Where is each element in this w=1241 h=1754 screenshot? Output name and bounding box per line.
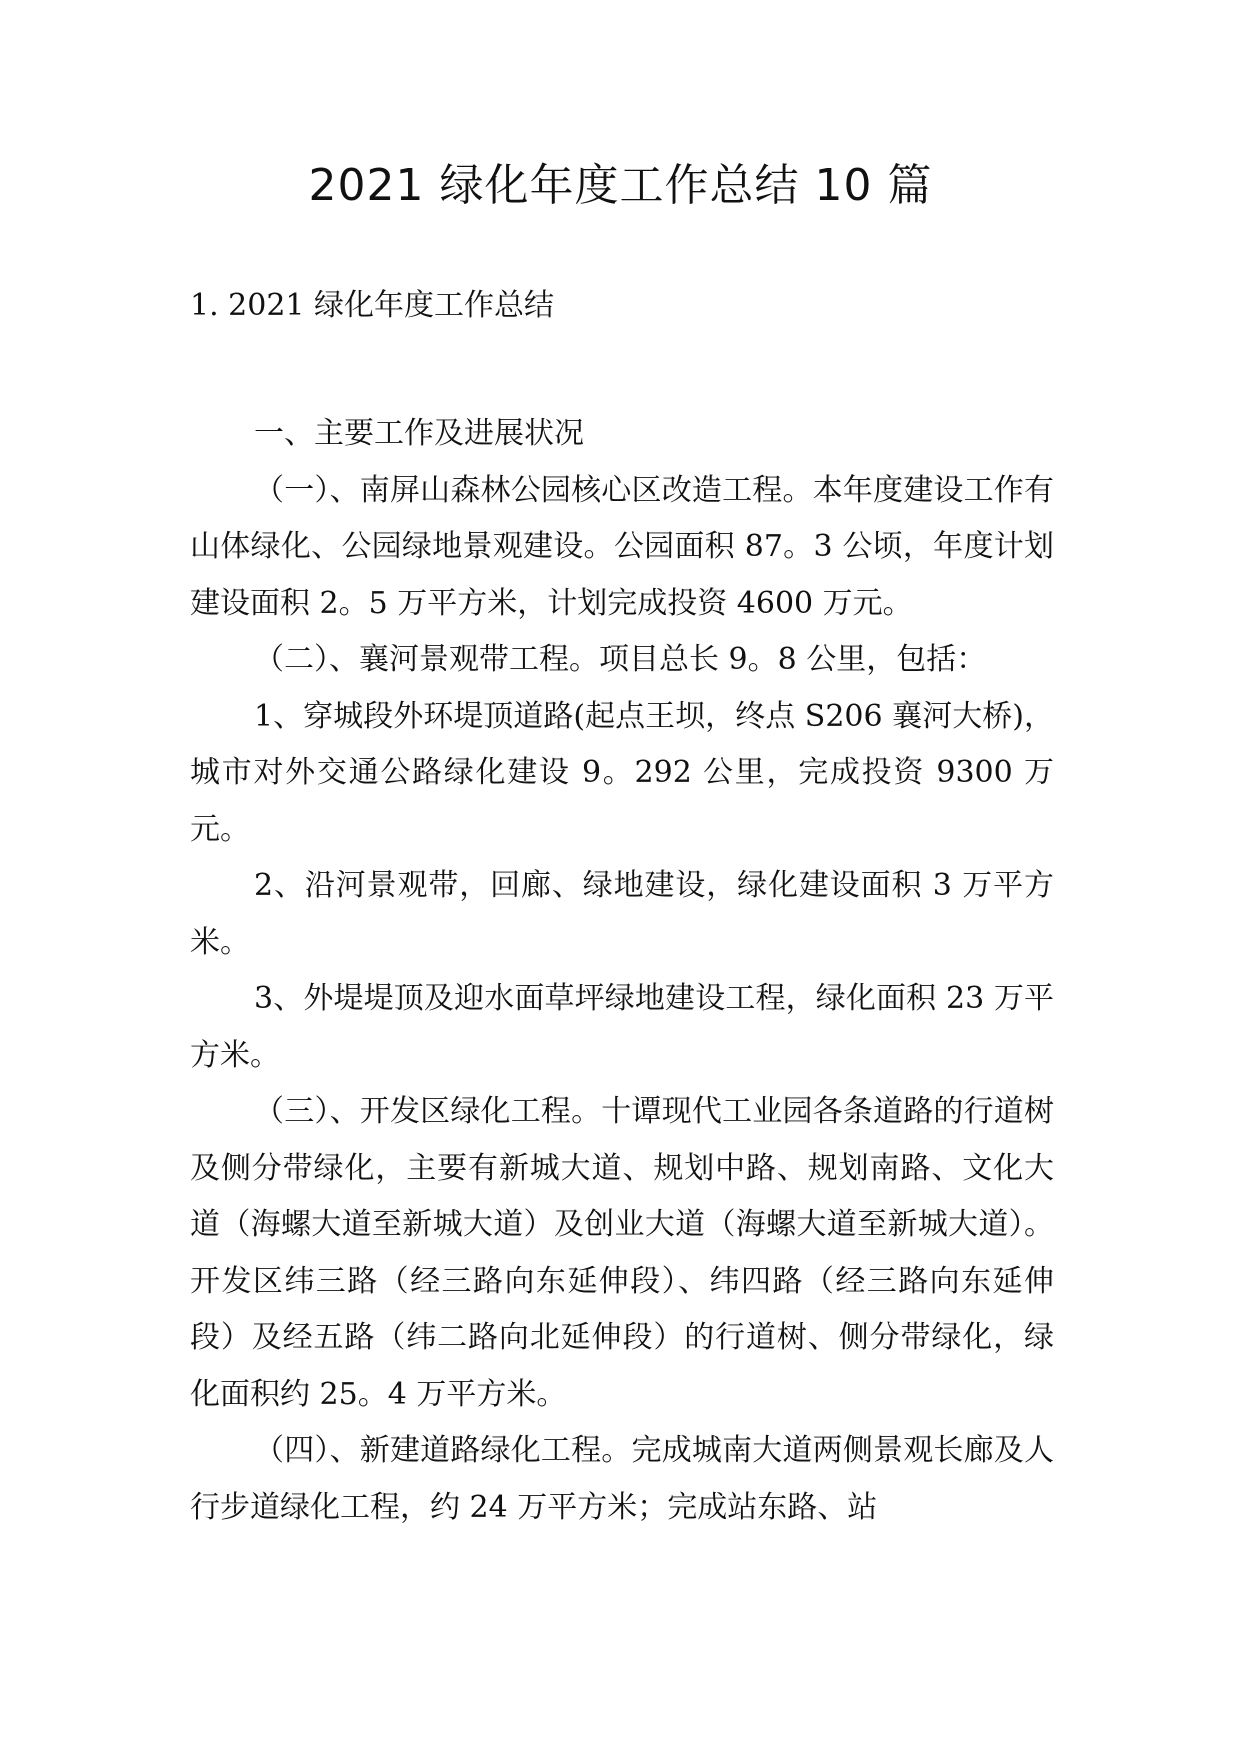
paragraph-development-zone: （三）、开发区绿化工程。十谭现代工业园各条道路的行道树及侧分带绿化，主要有新城大道、规划中路、规划南路、文化大道（海螺大道至新城大道）及创业大道（海螺大道至新城大道）。开发区纬三路（经三路向东延伸段）、纬四路（经三路向东延伸段）及经五路（纬二路向北延伸段）的行道树、侧分带绿化，绿化面积约 25。4 万平方米。 [190, 1094, 1054, 1412]
paragraph-nanpingshan: （一）、南屏山森林公园核心区改造工程。本年度建设工作有山体绿化、公园绿地景观建设。公园面积 87。3 公顷，年度计划建设面积 2。5 万平方米，计划完成投资 4600 万元。 [190, 472, 1054, 621]
paragraph-item-3: 3、外堤堤顶及迎水面草坪绿地建设工程，绿化面积 23 万平方米。 [190, 981, 1054, 1073]
section-heading: 一、主要工作及进展状况 [254, 416, 584, 451]
paragraph-item-1: 1、穿城段外环堤顶道路(起点王坝，终点 S206 襄河大桥)，城市对外交通公路绿化建设 9。292 公里，完成投资 9300 万元。 [190, 698, 1054, 847]
document-title: 2021 绿化年度工作总结 10 篇 [308, 160, 933, 211]
paragraph-new-roads: （四）、新建道路绿化工程。完成城南大道两侧景观长廊及人行步道绿化工程，约 24 万平方米；完成站东路、站 [190, 1433, 1054, 1525]
article-subtitle: 1. 2021 绿化年度工作总结 [190, 288, 555, 323]
paragraph-item-2: 2、沿河景观带，回廊、绿地建设，绿化建设面积 3 万平方米。 [190, 868, 1054, 960]
article-body [190, 406, 1054, 1536]
paragraph-xianghe: （二）、襄河景观带工程。项目总长 9。8 公里，包括： [254, 642, 987, 677]
